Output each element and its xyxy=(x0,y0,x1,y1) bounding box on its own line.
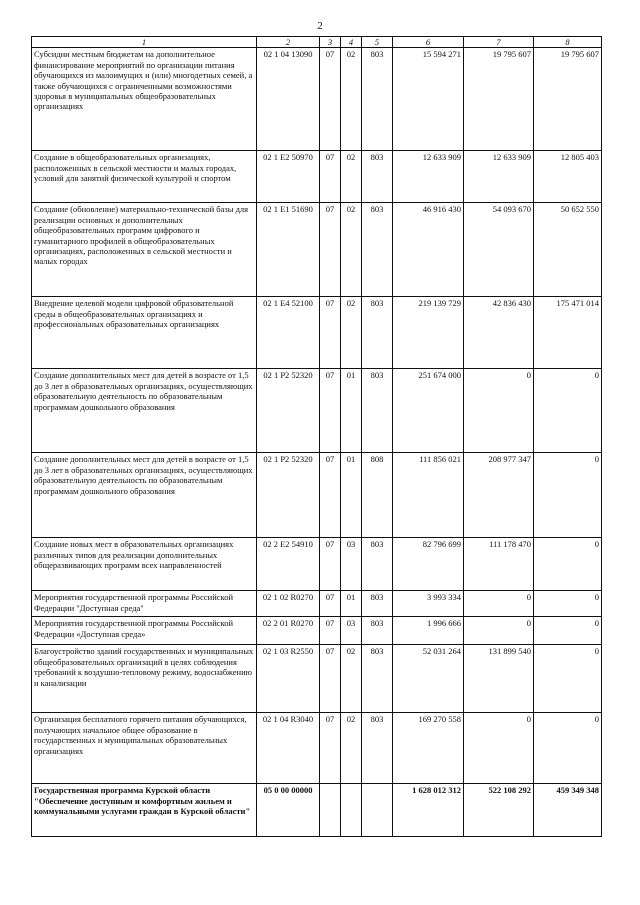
amount-col6: 251 674 000 xyxy=(393,369,464,453)
subsection-code: 02 xyxy=(341,151,362,203)
amount-col7: 0 xyxy=(464,617,534,645)
subsection-code: 02 xyxy=(341,48,362,151)
row-description: Мероприятия государственной программы Российской Федерации «Доступная среда» xyxy=(32,617,257,645)
amount-col6: 1 628 012 312 xyxy=(393,784,464,837)
expense-type-code: 803 xyxy=(362,713,393,784)
amount-col8: 50 652 550 xyxy=(534,203,602,297)
section-code: 07 xyxy=(320,369,341,453)
section-code: 07 xyxy=(320,48,341,151)
column-header: 8 xyxy=(534,37,602,48)
section-code: 07 xyxy=(320,203,341,297)
subsection-code: 03 xyxy=(341,617,362,645)
expense-type-code: 803 xyxy=(362,151,393,203)
table-row xyxy=(32,151,602,203)
section-code: 07 xyxy=(320,453,341,538)
row-description: Создание дополнительных мест для детей в возрасте от 1,5 до 3 лет в образовательных организациях, осуществляющих образовательную деятельность по образовательным программам дошкольного образования xyxy=(32,369,257,453)
subsection-code: 02 xyxy=(341,713,362,784)
table-row xyxy=(32,297,602,369)
amount-col7: 12 633 909 xyxy=(464,151,534,203)
column-header: 2 xyxy=(257,37,320,48)
row-description: Государственная программа Курской области "Обеспечение доступным и комфортным жильем и коммунальными услугами граждан в Курской области" xyxy=(32,784,257,837)
budget-classification-code: 02 1 P2 52320 xyxy=(257,369,320,453)
section-code: 07 xyxy=(320,297,341,369)
amount-col8: 0 xyxy=(534,591,602,617)
row-description: Мероприятия государственной программы Российской Федерации "Доступная среда" xyxy=(32,591,257,617)
column-number-header xyxy=(32,37,602,48)
budget-classification-code: 02 2 E2 54910 xyxy=(257,538,320,591)
amount-col8: 459 349 348 xyxy=(534,784,602,837)
expense-type-code: 803 xyxy=(362,645,393,713)
row-description: Создание новых мест в образовательных организациях различных типов для реализации дополнительных общеразвивающих программ всех направленностей xyxy=(32,538,257,591)
table-row xyxy=(32,713,602,784)
budget-classification-code: 05 0 00 00000 xyxy=(257,784,320,837)
section-code: 07 xyxy=(320,591,341,617)
section-code: 07 xyxy=(320,538,341,591)
subsection-code: 03 xyxy=(341,538,362,591)
section-code xyxy=(320,784,341,837)
amount-col6: 12 633 909 xyxy=(393,151,464,203)
row-description: Создание в общеобразовательных организациях, расположенных в сельской местности и малых городах, условий для занятий физической культурой и спортом xyxy=(32,151,257,203)
table-row xyxy=(32,591,602,617)
budget-classification-code: 02 1 03 R2550 xyxy=(257,645,320,713)
table-row xyxy=(32,48,602,151)
amount-col6: 111 856 021 xyxy=(393,453,464,538)
row-description: Создание (обновление) материально-технической базы для реализации основных и дополнительных общеобразовательных программ цифрового и гуманитарного профилей в общеобразовательных организациях, расположенных в сельской местности и малых городах xyxy=(32,203,257,297)
amount-col7: 208 977 347 xyxy=(464,453,534,538)
column-header: 1 xyxy=(32,37,257,48)
amount-col8: 0 xyxy=(534,645,602,713)
budget-classification-code: 02 1 02 R0270 xyxy=(257,591,320,617)
budget-classification-code: 02 2 01 R0270 xyxy=(257,617,320,645)
amount-col8: 19 795 607 xyxy=(534,48,602,151)
expense-type-code: 803 xyxy=(362,591,393,617)
amount-col6: 1 996 666 xyxy=(393,617,464,645)
subsection-code: 02 xyxy=(341,203,362,297)
amount-col7: 131 899 540 xyxy=(464,645,534,713)
column-header: 7 xyxy=(464,37,534,48)
subsection-code xyxy=(341,784,362,837)
budget-classification-code: 02 1 P2 52320 xyxy=(257,453,320,538)
expense-type-code: 803 xyxy=(362,203,393,297)
row-description: Благоустройство зданий государственных и муниципальных общеобразовательных организаций в целях соблюдения требований к воздушно-тепловому режиму, водоснабжению и канализации xyxy=(32,645,257,713)
budget-classification-code: 02 1 E4 52100 xyxy=(257,297,320,369)
amount-col6: 219 139 729 xyxy=(393,297,464,369)
budget-classification-code: 02 1 04 13090 xyxy=(257,48,320,151)
subsection-code: 01 xyxy=(341,369,362,453)
section-code: 07 xyxy=(320,151,341,203)
row-description: Внедрение целевой модели цифровой образовательной среды в общеобразовательных организациях и профессиональных образовательных организациях xyxy=(32,297,257,369)
section-code: 07 xyxy=(320,645,341,713)
table-row xyxy=(32,453,602,538)
expense-type-code: 803 xyxy=(362,538,393,591)
amount-col7: 111 178 470 xyxy=(464,538,534,591)
row-description: Организация бесплатного горячего питания обучающихся, получающих начальное общее образование в государственных и муниципальных образовательных организациях xyxy=(32,713,257,784)
budget-table xyxy=(31,36,602,837)
amount-col8: 12 805 403 xyxy=(534,151,602,203)
expense-type-code: 803 xyxy=(362,369,393,453)
amount-col8: 0 xyxy=(534,713,602,784)
budget-classification-code: 02 1 E1 51690 xyxy=(257,203,320,297)
table-row xyxy=(32,645,602,713)
amount-col7: 19 795 607 xyxy=(464,48,534,151)
amount-col8: 0 xyxy=(534,538,602,591)
amount-col7: 0 xyxy=(464,713,534,784)
column-header: 3 xyxy=(320,37,341,48)
amount-col7: 54 093 670 xyxy=(464,203,534,297)
column-header: 6 xyxy=(393,37,464,48)
amount-col6: 82 796 699 xyxy=(393,538,464,591)
expense-type-code: 803 xyxy=(362,297,393,369)
amount-col6: 15 594 271 xyxy=(393,48,464,151)
table-row xyxy=(32,203,602,297)
amount-col6: 46 916 430 xyxy=(393,203,464,297)
table-row xyxy=(32,617,602,645)
expense-type-code: 803 xyxy=(362,617,393,645)
page-number: 2 xyxy=(317,20,323,32)
subsection-code: 02 xyxy=(341,297,362,369)
row-description: Субсидии местным бюджетам на дополнительное финансирование мероприятий по организации питания обучающихся из малоимущих и (или) многодетных семей, а также обучающихся с ограниченными возможностями здоровья в муниципальных общеобразовательных организациях xyxy=(32,48,257,151)
row-description: Создание дополнительных мест для детей в возрасте от 1,5 до 3 лет в образовательных организациях, осуществляющих образовательную деятельность по образовательным программам дошкольного образования xyxy=(32,453,257,538)
amount-col8: 0 xyxy=(534,369,602,453)
column-header: 5 xyxy=(362,37,393,48)
expense-type-code: 803 xyxy=(362,48,393,151)
amount-col8: 175 471 014 xyxy=(534,297,602,369)
budget-classification-code: 02 1 04 R3040 xyxy=(257,713,320,784)
amount-col7: 0 xyxy=(464,591,534,617)
program-total-row xyxy=(32,784,602,837)
expense-type-code xyxy=(362,784,393,837)
section-code: 07 xyxy=(320,713,341,784)
expense-type-code: 808 xyxy=(362,453,393,538)
amount-col6: 3 993 334 xyxy=(393,591,464,617)
budget-classification-code: 02 1 E2 50970 xyxy=(257,151,320,203)
amount-col7: 522 108 292 xyxy=(464,784,534,837)
amount-col6: 52 031 264 xyxy=(393,645,464,713)
subsection-code: 01 xyxy=(341,453,362,538)
subsection-code: 01 xyxy=(341,591,362,617)
amount-col6: 169 270 558 xyxy=(393,713,464,784)
amount-col8: 0 xyxy=(534,453,602,538)
amount-col7: 0 xyxy=(464,369,534,453)
table-row xyxy=(32,369,602,453)
amount-col7: 42 836 430 xyxy=(464,297,534,369)
section-code: 07 xyxy=(320,617,341,645)
column-header: 4 xyxy=(341,37,362,48)
table-row xyxy=(32,538,602,591)
subsection-code: 02 xyxy=(341,645,362,713)
amount-col8: 0 xyxy=(534,617,602,645)
